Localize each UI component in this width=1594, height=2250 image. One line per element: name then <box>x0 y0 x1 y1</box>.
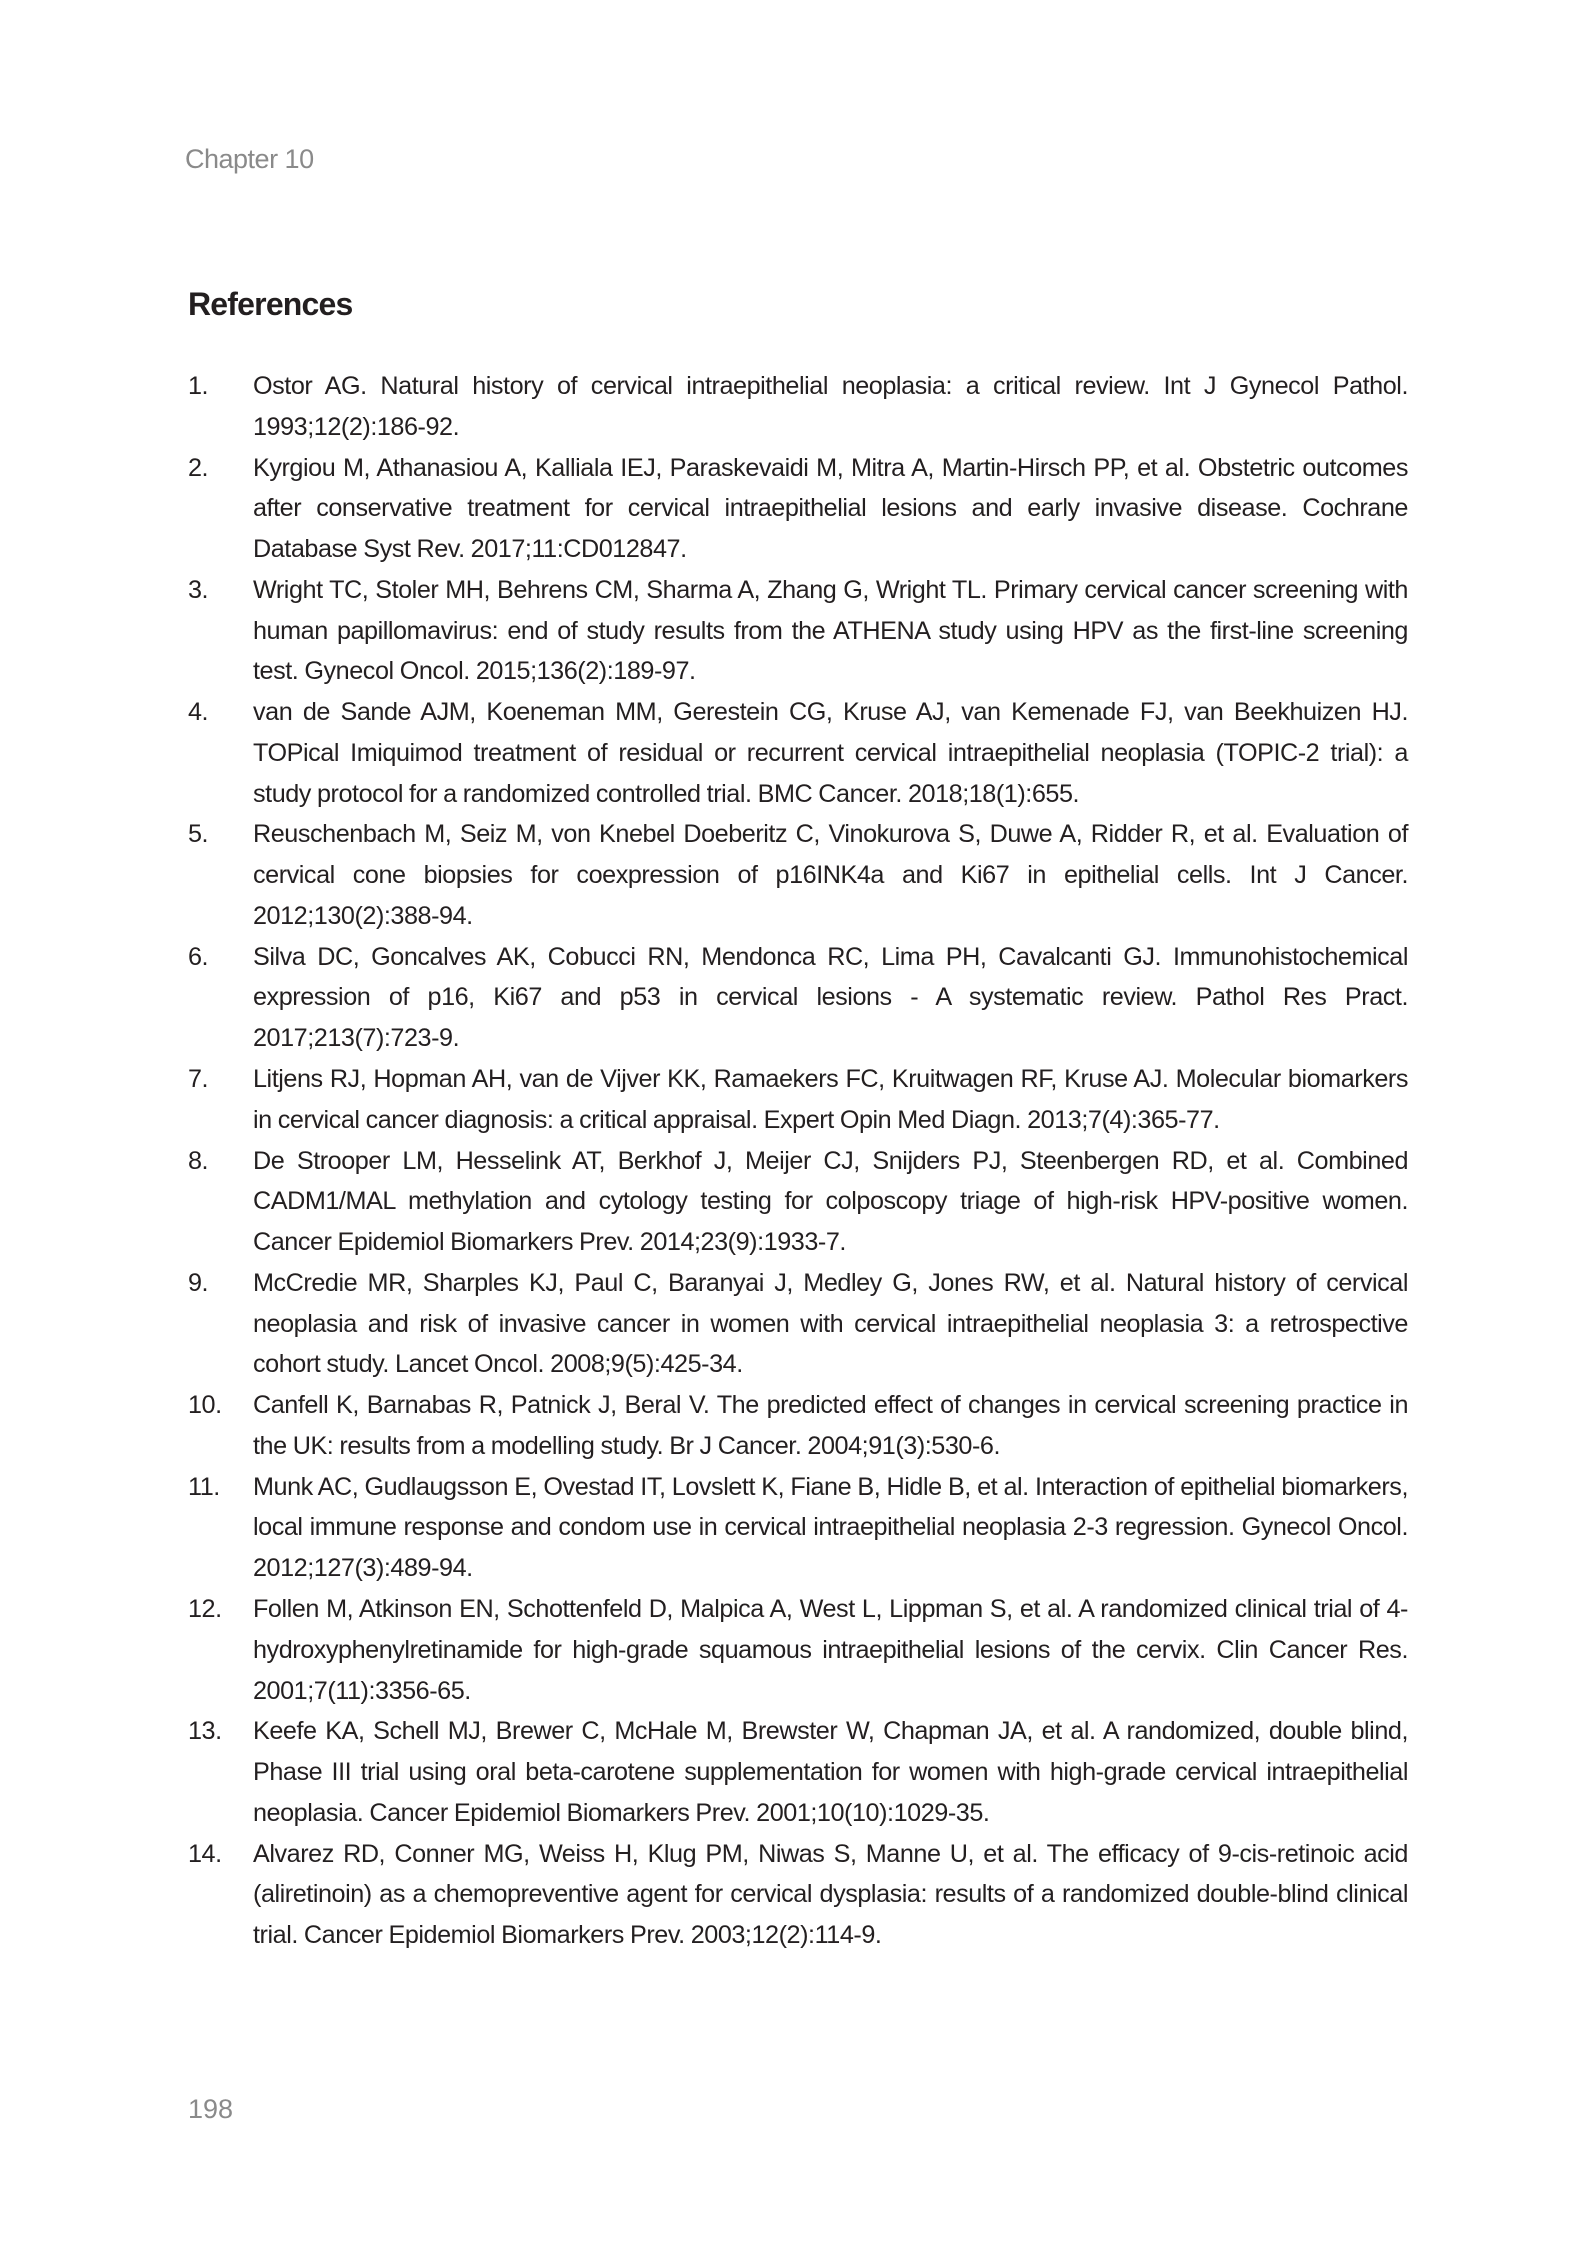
reference-item <box>188 1059 1408 1141</box>
reference-text: Ostor AG. Natural history of cervical intraepithelial neoplasia: a critical review. Int J Gynecol Pathol. 1993;12(2):186-92. <box>253 372 1408 441</box>
reference-number: 14. <box>188 1839 222 1868</box>
reference-text: Follen M, Atkinson EN, Schottenfeld D, Malpica A, West L, Lippman S, et al. A randomized clinical trial of 4-hydroxyphenylretinamide for high-grade squamous intraepithelial lesions of the cervix. Clin Cancer Res. 2001;7(11):3356-65. <box>253 1594 1408 1705</box>
reference-text: van de Sande AJM, Koeneman MM, Gerestein CG, Kruse AJ, van Kemenade FJ, van Beekhuizen HJ. TOPical Imiquimod treatment of residual or recurrent cervical intraepithelial neoplasia (TOPIC-2 trial): a study protocol for a randomized controlled trial. BMC Cancer. 2018;18(1):655. <box>253 698 1408 808</box>
reference-item <box>188 814 1408 936</box>
reference-number: 9. <box>188 1268 209 1297</box>
reference-number: 3. <box>188 575 209 604</box>
reference-item <box>188 692 1408 814</box>
reference-item <box>188 570 1408 692</box>
reference-text: Reuschenbach M, Seiz M, von Knebel Doeberitz C, Vinokurova S, Duwe A, Ridder R, et al. Evaluation of cervical cone biopsies for coexpression of p16INK4a and Ki67 in epithelial cells. Int J Cancer. 2012;130(2):388-94. <box>253 820 1408 930</box>
reference-item <box>188 1589 1408 1711</box>
reference-number: 11. <box>188 1472 220 1501</box>
reference-text: De Strooper LM, Hesselink AT, Berkhof J, Meijer CJ, Snijders PJ, Steenbergen RD, et al. Combined CADM1/MAL methylation and cytology testing for colposcopy triage of high-risk HPV-positive women. Cancer Epidemiol Biomarkers Prev. 2014;23(9):1933-7. <box>253 1146 1408 1257</box>
reference-text: Kyrgiou M, Athanasiou A, Kalliala IEJ, Paraskevaidi M, Mitra A, Martin-Hirsch PP, et al. Obstetric outcomes after conservative treatment for cervical intraepithelial lesions and early invasive disease. Cochrane Database Syst Rev. 2017;11:CD012847. <box>253 453 1408 564</box>
references-heading: References <box>188 286 353 322</box>
reference-text: McCredie MR, Sharples KJ, Paul C, Baranyai J, Medley G, Jones RW, et al. Natural history of cervical neoplasia and risk of invasive cancer in women with cervical intraepithelial neoplasia 3: a retrospective cohort study. Lancet Oncol. 2008;9(5):425-34. <box>253 1268 1408 1379</box>
reference-text: Keefe KA, Schell MJ, Brewer C, McHale M, Brewster W, Chapman JA, et al. A randomized, double blind, Phase III trial using oral beta-carotene supplementation for women with high-grade cervical intraepithelial neoplasia. Cancer Epidemiol Biomarkers Prev. 2001;10(10):1029-35. <box>253 1717 1408 1827</box>
reference-item <box>188 1467 1408 1589</box>
reference-number: 13. <box>188 1717 222 1746</box>
reference-text: Silva DC, Goncalves AK, Cobucci RN, Mendonca RC, Lima PH, Cavalcanti GJ. Immunohistochemical expression of p16, Ki67 and p53 in cervical lesions - A systematic review. Pathol Res Pract. 2017;213(7):723-9. <box>253 942 1408 1053</box>
reference-item <box>188 1141 1408 1263</box>
reference-text: Wright TC, Stoler MH, Behrens CM, Sharma A, Zhang G, Wright TL. Primary cervical cancer screening with human papillomavirus: end of study results from the ATHENA study using HPV as the first-line screening test. Gynecol Oncol. 2015;136(2):189-97. <box>253 575 1408 686</box>
reference-number: 7. <box>188 1065 209 1094</box>
reference-number: 6. <box>188 942 209 971</box>
reference-number: 4. <box>188 698 209 727</box>
running-head: Chapter 10 <box>185 144 314 174</box>
reference-item <box>188 448 1408 570</box>
reference-number: 1. <box>188 372 209 400</box>
reference-item <box>188 1711 1408 1833</box>
reference-number: 12. <box>188 1594 222 1623</box>
reference-item <box>188 937 1408 1059</box>
reference-item <box>188 1385 1408 1467</box>
reference-item <box>188 1834 1408 1956</box>
reference-text: Munk AC, Gudlaugsson E, Ovestad IT, Lovslett K, Fiane B, Hidle B, et al. Interaction of epithelial biomarkers, local immune response and condom use in cervical intraepithelial neoplasia 2-3 regression. Gynecol Oncol. 2012;127(3):489-94. <box>253 1472 1408 1583</box>
reference-text: Canfell K, Barnabas R, Patnick J, Beral V. The predicted effect of changes in cervical screening practice in the UK: results from a modelling study. Br J Cancer. 2004;91(3):530-6. <box>253 1391 1408 1460</box>
reference-number: 8. <box>188 1146 209 1175</box>
reference-number: 5. <box>188 820 209 849</box>
reference-number: 2. <box>188 453 209 482</box>
reference-item <box>188 1263 1408 1385</box>
reference-number: 10. <box>188 1391 222 1420</box>
reference-text: Litjens RJ, Hopman AH, van de Vijver KK, Ramaekers FC, Kruitwagen RF, Kruse AJ. Molecular biomarkers in cervical cancer diagnosis: a critical appraisal. Expert Opin Med Diagn. 2013;7(4):365-77. <box>253 1065 1408 1134</box>
reference-item <box>188 366 1408 448</box>
reference-list <box>188 366 1408 1956</box>
page-number: 198 <box>188 2094 234 2124</box>
reference-text: Alvarez RD, Conner MG, Weiss H, Klug PM, Niwas S, Manne U, et al. The efficacy of 9-cis-retinoic acid (aliretinoin) as a chemopreventive agent for cervical dysplasia: results of a randomized double-blind clinical trial. Cancer Epidemiol Biomarkers Prev. 2003;12(2):114-9. <box>253 1839 1408 1950</box>
